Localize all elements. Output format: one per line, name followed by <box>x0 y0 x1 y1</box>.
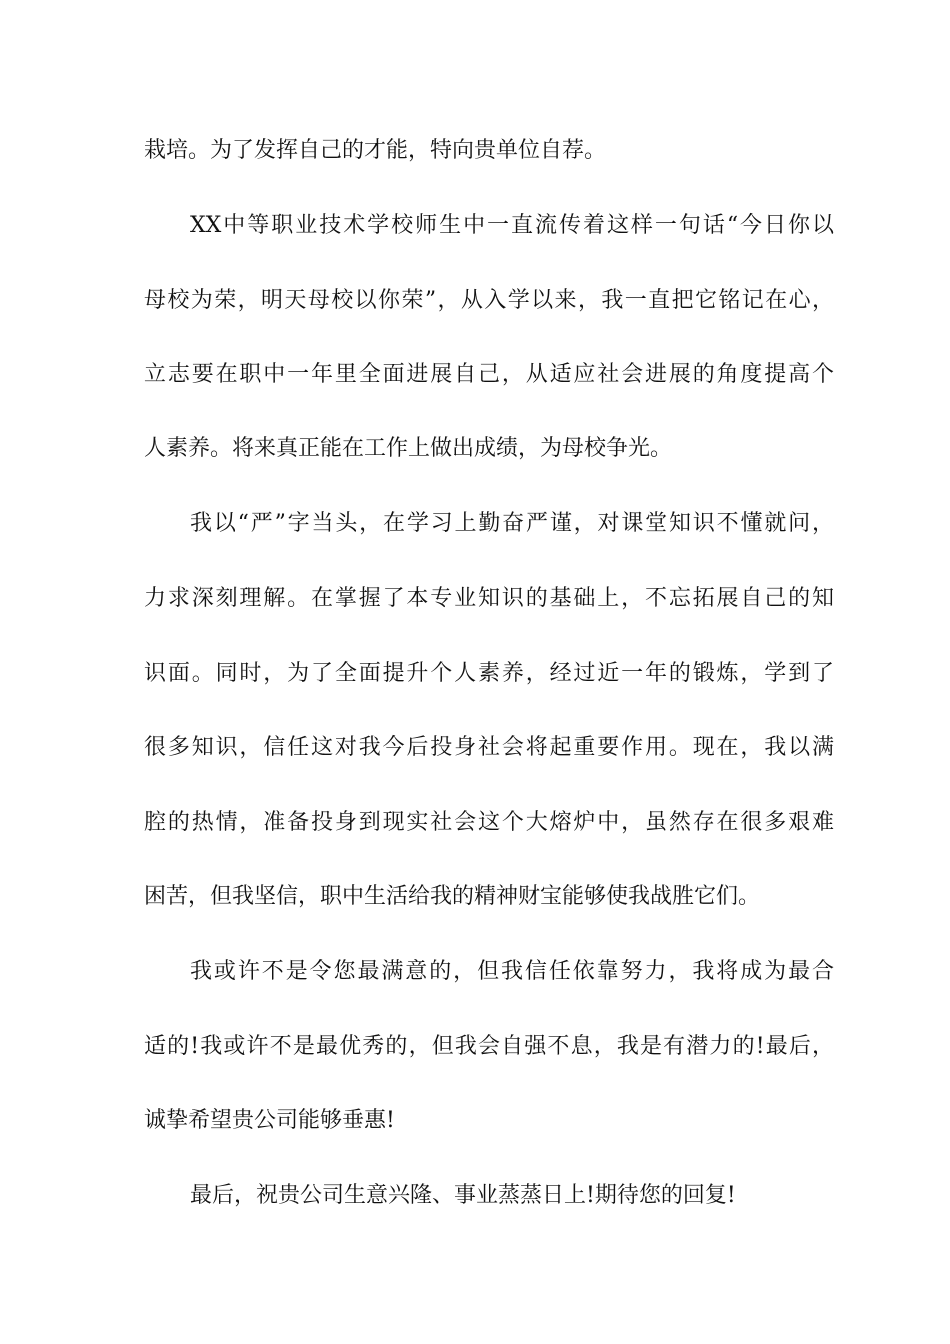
text-line-15: 最后，祝贵公司生意兴隆、事业蒸蒸日上!期待您的回复! <box>190 1183 736 1208</box>
text-line-8: 识面。同时，为了全面提升个人素养，经过近一年的锻炼，学到了 <box>144 661 834 686</box>
text-line-13: 适的!我或许不是最优秀的，但我会自强不息，我是有潜力的!最后， <box>144 1034 834 1059</box>
text-line-5: 人素养。将来真正能在工作上做出成绩，为母校争光。 <box>144 436 673 461</box>
text-line-7: 力求深刻理解。在掌握了本专业知识的基础上，不忘拓展自己的知 <box>144 586 834 611</box>
text-line-3: 母校为荣，明天母校以你荣”，从入学以来，我一直把它铭记在心， <box>144 288 834 313</box>
text-line-12: 我或许不是令您最满意的，但我信任依靠努力，我将成为最合 <box>190 959 834 984</box>
text-line-4: 立志要在职中一年里全面进展自己，从适应社会进展的角度提高个 <box>144 362 834 387</box>
text-line-1: 栽培。为了发挥自己的才能，特向贵单位自荐。 <box>144 138 607 163</box>
text-line-6: 我以“严”字当头，在学习上勤奋严谨，对课堂知识不懂就问， <box>190 511 834 536</box>
text-line-14: 诚挚希望贵公司能够垂惠! <box>144 1108 395 1133</box>
text-line-9: 很多知识，信任这对我今后投身社会将起重要作用。现在，我以满 <box>144 735 834 760</box>
text-line-10: 腔的热情，准备投身到现实社会这个大熔炉中，虽然存在很多艰难 <box>144 810 834 835</box>
text-line-2: XX中等职业技术学校师生中一直流传着这样一句话“今日你以 <box>190 213 834 238</box>
text-line-11: 困苦，但我坚信，职中生活给我的精神财宝能够使我战胜它们。 <box>144 884 761 909</box>
